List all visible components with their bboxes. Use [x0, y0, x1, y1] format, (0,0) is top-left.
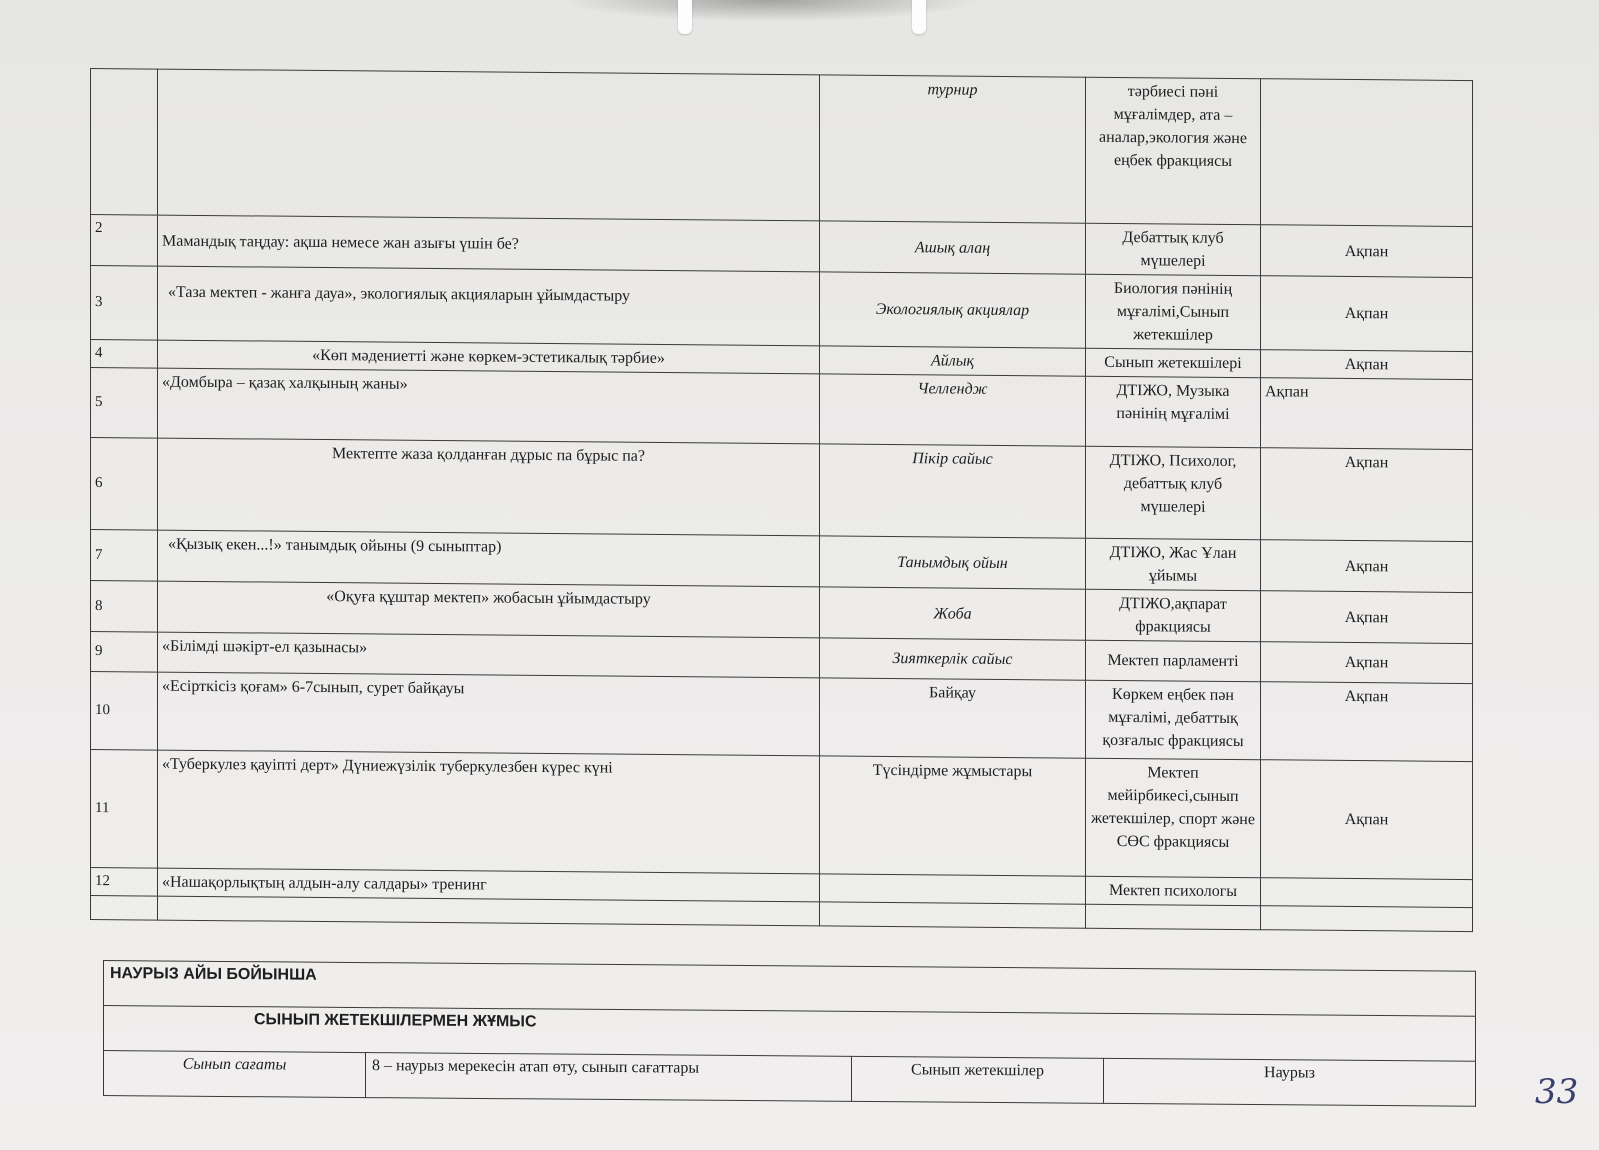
page-number: 33 [1535, 1072, 1579, 1112]
march-date: Наурыз [1104, 1058, 1476, 1106]
march-subtitle: СЫНЫП ЖЕТЕКШІЛЕРМЕН ЖҰМЫС [104, 1006, 1476, 1062]
row-responsible: ДТІЖО,ақпарат фракциясы [1086, 589, 1261, 642]
row-responsible: ДТІЖО, Жас Ұлан ұйымы [1086, 538, 1261, 591]
row-form: Челлендж [820, 374, 1086, 446]
row-form: Түсіндірме жұмыстары [820, 756, 1086, 876]
table-row [91, 438, 1473, 542]
row-event: «Домбыра – қазақ халқының жаны» [158, 368, 820, 444]
row-number [91, 896, 158, 921]
row-responsible: ДТІЖО, Музыка пәнінің мұғалімі [1086, 376, 1261, 448]
row-date: Ақпан [1261, 642, 1473, 684]
row-responsible: тәрбиесі пәні мұғалімдер, ата – аналар,экология және еңбек фракциясы [1086, 77, 1261, 225]
row-number: 12 [91, 868, 158, 897]
row-event [158, 896, 820, 926]
row-form: Экологиялық акциялар [820, 272, 1086, 348]
row-date: Ақпан [1261, 540, 1473, 593]
row-event: «Туберкулез қауіпті дерт» Дүниежүзілік туберкулезбен күрес күні [158, 750, 820, 874]
row-date: Ақпан [1261, 448, 1473, 542]
row-responsible: Мектеп психологы [1086, 876, 1261, 906]
table-row [91, 750, 1473, 880]
march-title: НАУРЫЗ АЙЫ БОЙЫНША [104, 961, 1476, 1017]
row-form: Ашық алаң [820, 221, 1086, 274]
binder-clip-left [678, 0, 692, 34]
row-form: Жоба [820, 587, 1086, 640]
march-row [104, 1051, 1476, 1107]
row-form: Айлық [820, 346, 1086, 376]
row-form: Зияткерлік сайыс [820, 638, 1086, 680]
row-number: 7 [91, 530, 158, 582]
row-responsible: Мектеп парламенті [1086, 640, 1261, 682]
row-date: Ақпан [1261, 350, 1473, 380]
march-table [103, 960, 1476, 1107]
row-number: 10 [91, 672, 158, 751]
row-form [820, 874, 1086, 904]
row-form: Пікір сайыс [820, 444, 1086, 538]
row-date [1261, 906, 1473, 932]
row-event: «Қызық екен...!» танымдық ойыны (9 сыныптар) [158, 530, 820, 587]
table-row [91, 368, 1473, 450]
row-event: «Есірткісіз қоғам» 6-7сынып, сурет байқауы [158, 672, 820, 756]
table-row [91, 266, 1473, 352]
march-responsible: Сынып жетекшілер [852, 1056, 1104, 1103]
row-responsible: ДТІЖО, Психолог, дебаттық клуб мүшелері [1086, 446, 1261, 540]
row-form: Байқау [820, 678, 1086, 758]
binder-clip-right [912, 0, 926, 34]
row-event: «Таза мектеп - жанға дауа», экологиялық акцияларын ұйымдастыру [158, 266, 820, 346]
row-number: 3 [91, 266, 158, 341]
table-row [91, 69, 1473, 227]
row-responsible: Биология пәнінің мұғалімі,Сынып жетекшілер [1086, 274, 1261, 350]
row-responsible: Дебаттық клуб мүшелері [1086, 223, 1261, 276]
row-form [820, 902, 1086, 928]
row-date: Ақпан [1261, 276, 1473, 352]
plan-table [90, 68, 1473, 932]
row-form: турнир [820, 75, 1086, 223]
row-date [1261, 79, 1473, 227]
row-event: «Білімді шәкірт-ел қазынасы» [158, 632, 820, 678]
row-event: «Оқуға құштар мектеп» жобасын ұйымдастыру [158, 581, 820, 638]
row-event: Мамандық таңдау: ақша немесе жан азығы үшін бе? [158, 215, 820, 272]
row-event: Мектепте жаза қолданған дұрыс па бұрыс па? [158, 438, 820, 536]
row-event [158, 69, 820, 221]
row-date [1261, 878, 1473, 908]
row-date: Ақпан [1261, 760, 1473, 880]
row-number: 6 [91, 438, 158, 531]
row-date: Ақпан [1261, 591, 1473, 644]
row-responsible: Сынып жетекшілері [1086, 348, 1261, 378]
row-date: Ақпан [1261, 225, 1473, 278]
row-number [91, 69, 158, 216]
march-event: 8 – наурыз мерекесін атап өту, сынып сағаттары [366, 1053, 852, 1102]
row-date: Ақпан [1261, 378, 1473, 450]
row-form: Танымдық ойын [820, 536, 1086, 589]
row-number: 11 [91, 750, 158, 869]
row-responsible: Мектеп мейірбикесі,сынып жетекшілер, спорт және СӨС фракциясы [1086, 758, 1261, 878]
march-form: Сынып сағаты [104, 1051, 366, 1098]
row-event: «Көп мәдениетті және көркем-эстетикалық тәрбие» [158, 340, 820, 374]
table-row [91, 672, 1473, 762]
row-number: 8 [91, 581, 158, 633]
row-event: «Нашақорлықтың алдын-алу салдары» тренинг [158, 868, 820, 902]
row-number: 4 [91, 340, 158, 369]
row-responsible: Көркем еңбек пән мұғалімі, дебаттық қозғалыс фракциясы [1086, 680, 1261, 760]
row-number: 5 [91, 368, 158, 439]
row-number: 9 [91, 632, 158, 673]
row-date: Ақпан [1261, 682, 1473, 762]
row-responsible [1086, 904, 1261, 930]
row-number: 2 [91, 215, 158, 267]
